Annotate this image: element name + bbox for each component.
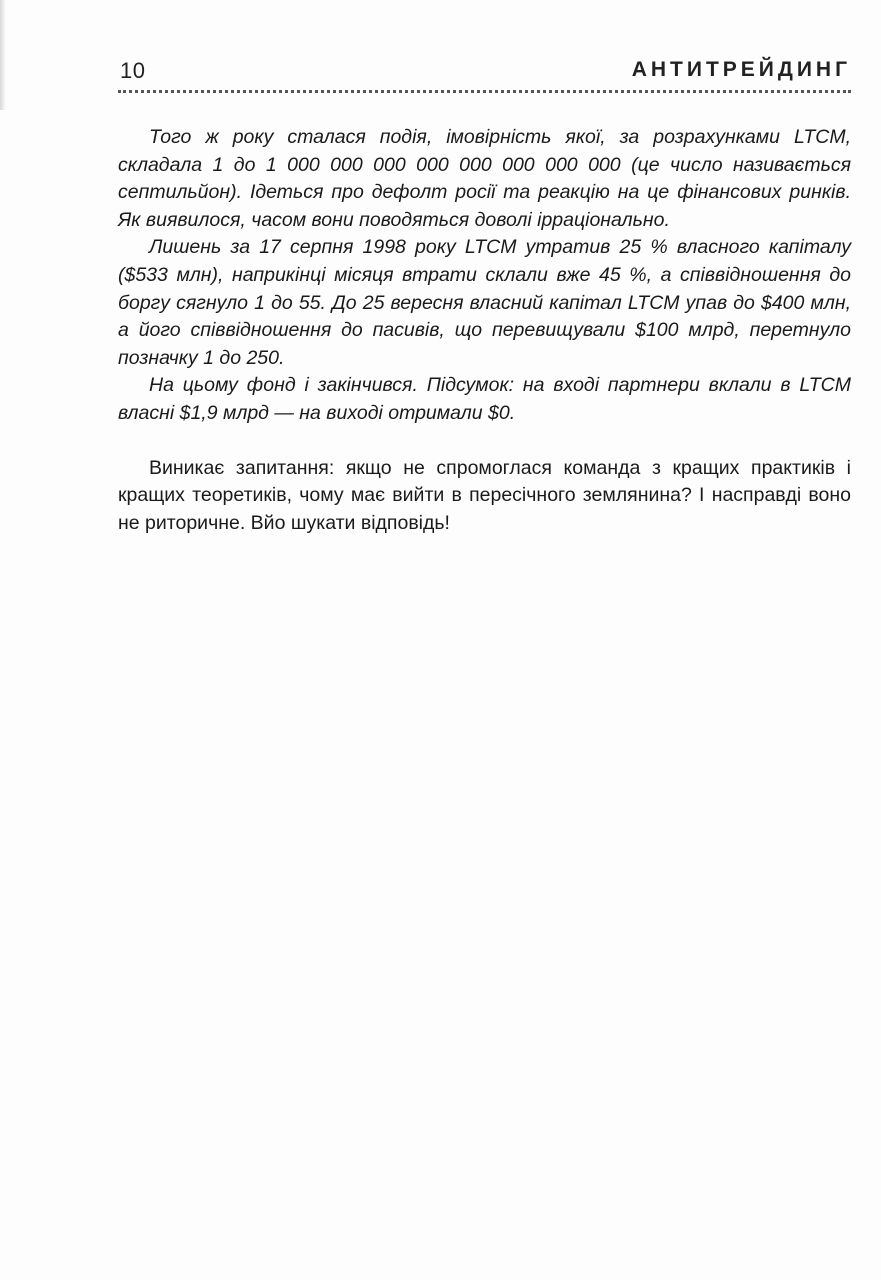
paragraph-question: Виникає запитання: якщо не спромоглася команда з кращих практиків і кращих теоретиків, чому має вийти в пересічного землянина? І насправді воно не риторичне. Вйо шукати відповідь! xyxy=(118,456,851,534)
paragraph-ltcm-losses: Лишень за 17 серпня 1998 року LTCM утратив 25 % власного капіталу ($533 млн), наприкінці місяця втрати склали вже 45 %, а співвідношення до боргу сягнуло 1 до 55. До 25 вересня власний капітал LTCM упав до $400 млн, а його співвідношення до пасивів, що перевищували $100 млрд, перетнуло позначку 1 до 250. xyxy=(118,236,851,369)
paragraph-fund-end: На цьому фонд і закінчився. Підсумок: на вході партнери вклали в LTCM власні $1,9 млрд — на виході отримали $0. xyxy=(118,374,851,424)
running-header xyxy=(118,56,851,86)
header-dotted-rule xyxy=(118,90,851,93)
paragraph-spacer xyxy=(118,428,851,455)
book-title: АНТИТРЕЙДИНГ xyxy=(631,58,851,81)
paragraph-ltcm-probability: Того ж року сталася подія, імовірність якої, за розрахунками LTCM, складала 1 до 1 000 000 000 000 000 000 000 000 (це число називається септильйон). Ідеться про дефолт росії та реакцію на це фінансових ринків. Як виявилося, часом вони поводяться доволі ірраціонально. xyxy=(118,126,851,231)
page-number: 10 xyxy=(120,58,146,83)
page-body xyxy=(118,124,851,537)
page-edge-shadow xyxy=(0,0,6,110)
